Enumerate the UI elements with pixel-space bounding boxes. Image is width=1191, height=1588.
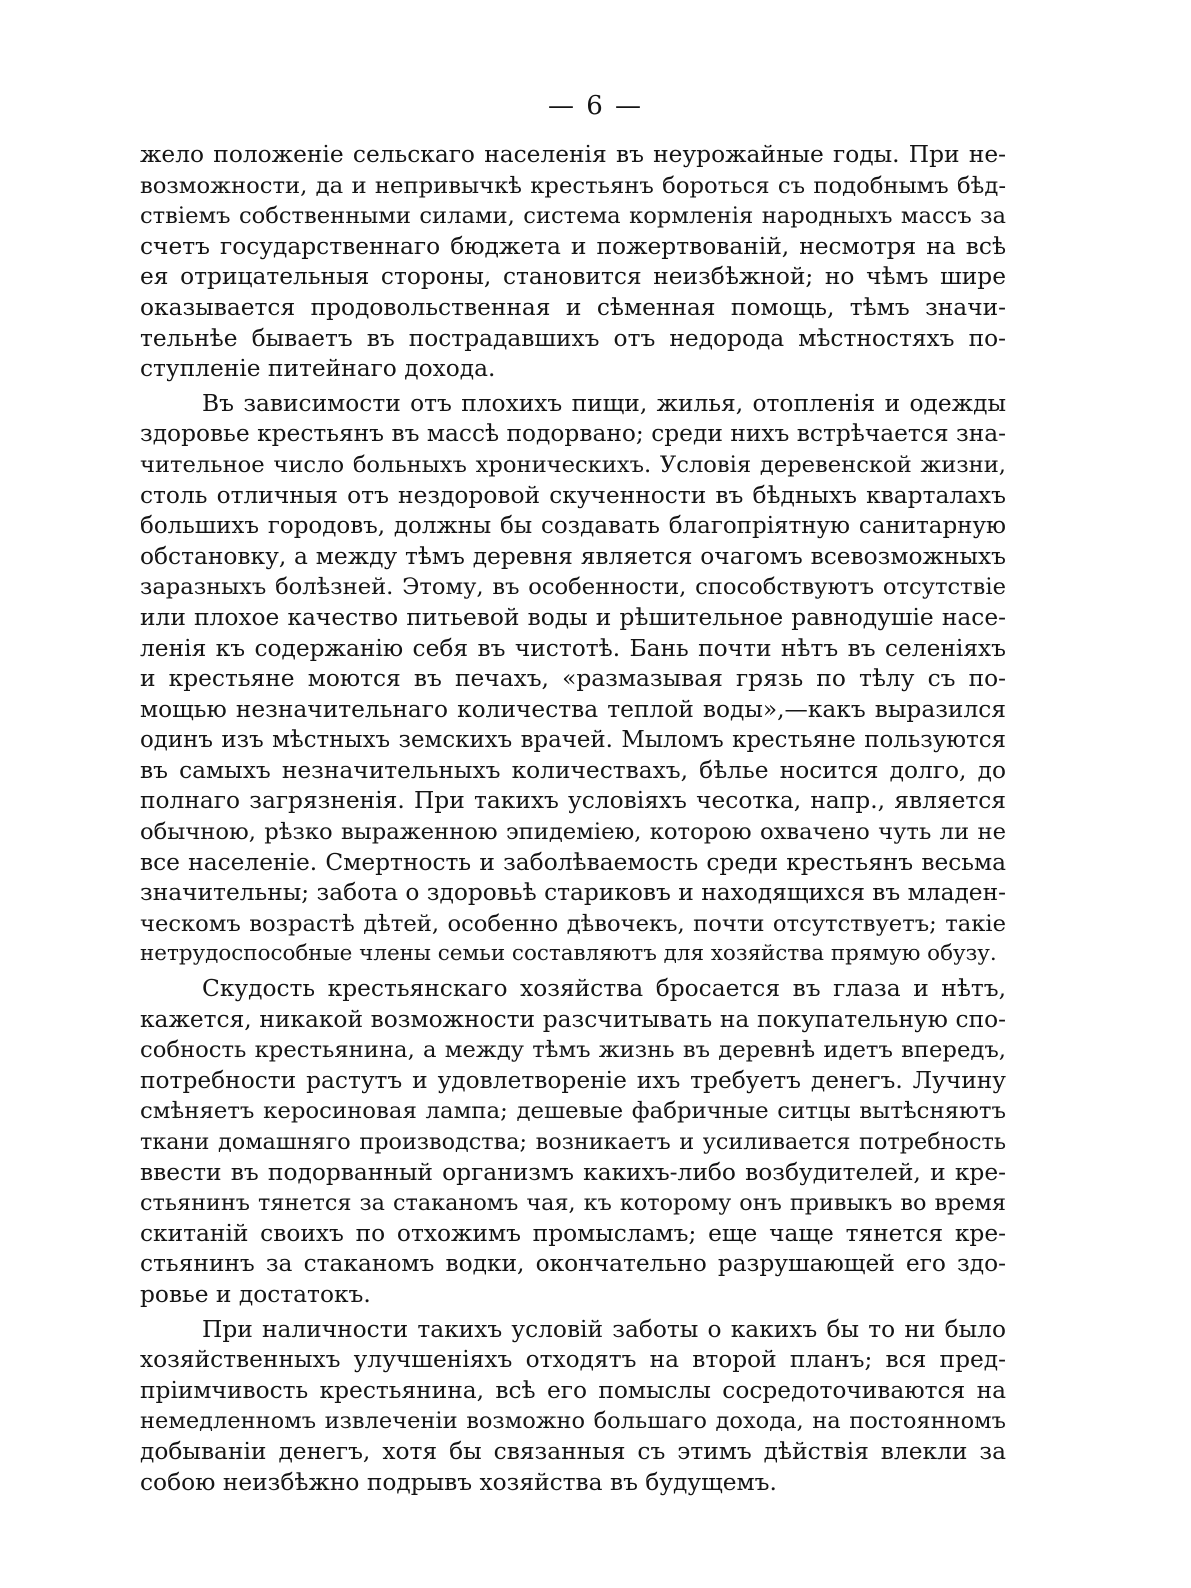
text-line: здоровье крестьянъ въ массѣ подорвано; среди нихъ встрѣчается зна- xyxy=(140,420,1006,448)
text-line: ступленіе питейнаго дохода. xyxy=(140,355,496,383)
text-line: все населеніе. Смертность и заболѣваемость среди крестьянъ весьма xyxy=(140,848,1006,876)
text-line: заразныхъ болѣзней. Этому, въ особенности, способствуютъ отсутствіе xyxy=(140,574,1006,601)
text-line: ткани домашняго производства; возникаетъ и усиливается потребность xyxy=(140,1129,1006,1155)
text-line: обычною, рѣзко выраженною эпидеміею, которою охвачено чуть ли не xyxy=(140,819,1006,846)
text-line: или плохое качество питьевой воды и рѣшительное равнодушіе насе- xyxy=(140,603,1006,631)
text-line: ствіемъ собственными силами, система кормленія народныхъ массъ за xyxy=(140,203,1006,230)
text-body xyxy=(140,140,1006,1498)
text-line: собность крестьянина, а между тѣмъ жизнь въ деревнѣ идетъ впередъ, xyxy=(140,1037,1006,1064)
text-line: немедленномъ извлеченіи возможно большаго дохода, на постоянномъ xyxy=(140,1408,1006,1435)
text-line: и крестьяне моются въ печахъ, «размазывая грязь по тѣлу съ по- xyxy=(140,665,1006,693)
text-line: собою неизбѣжно подрывъ хозяйства въ будущемъ. xyxy=(140,1468,777,1496)
text-line: счетъ государственнаго бюджета и пожертвованій, несмотря на всѣ xyxy=(140,232,1006,260)
text-line: кажется, никакой возможности разсчитывать на покупательную спо- xyxy=(140,1005,1006,1033)
text-line: хозяйственныхъ улучшеніяхъ отходятъ на второй планъ; вся пред- xyxy=(140,1346,1006,1374)
text-line: добываніи денегъ, хотя бы связанныя съ этимъ дѣйствія влекли за xyxy=(140,1437,1006,1465)
text-line: одинъ изъ мѣстныхъ земскихъ врачей. Мыломъ крестьяне пользуются xyxy=(140,727,1006,754)
text-line: скитаній своихъ по отхожимъ промысламъ; еще чаще тянется кре- xyxy=(140,1219,1006,1247)
text-line: Въ зависимости отъ плохихъ пищи, жилья, отопленія и одежды xyxy=(202,389,1006,417)
text-line: смѣняетъ керосиновая лампа; дешевые фабричные ситцы вытѣсняютъ xyxy=(140,1098,1006,1125)
text-line: ленія къ содержанію себя въ чистотѣ. Бань почти нѣтъ въ селеніяхъ xyxy=(140,634,1006,662)
text-line: въ самыхъ незначительныхъ количествахъ, бѣлье носится долго, до xyxy=(140,756,1006,784)
text-line: ея отрицательныя стороны, становится неизбѣжной; но чѣмъ шире xyxy=(140,263,1006,291)
text-line: Скудость крестьянскаго хозяйства бросается въ глаза и нѣтъ, xyxy=(202,975,1006,1003)
text-line: чительное число больныхъ хроническихъ. Условія деревенской жизни, xyxy=(140,451,1006,478)
text-line: ческомъ возрастѣ дѣтей, особенно дѣвочекъ, почти отсутствуетъ; такіе xyxy=(140,910,1006,937)
text-line: мощью незначительнаго количества теплой воды»,—какъ выразился xyxy=(140,695,1006,723)
text-line: жело положеніе сельскаго населенія въ неурожайные годы. При не- xyxy=(140,141,1006,168)
text-line: При наличности такихъ условій заботы о какихъ бы то ни было xyxy=(202,1315,1006,1343)
text-line: стьянинъ за стаканомъ водки, окончательно разрушающей его здо- xyxy=(140,1250,1006,1278)
text-line: обстановку, а между тѣмъ деревня является очагомъ всевозможныхъ xyxy=(140,542,1006,570)
text-line: пріимчивость крестьянина, всѣ его помыслы сосредоточиваются на xyxy=(140,1376,1006,1404)
paragraph-2 xyxy=(140,389,1006,970)
paragraph-1 xyxy=(140,140,1006,385)
paragraph-3 xyxy=(140,974,1006,1311)
text-line: стьянинъ тянется за стаканомъ чая, къ которому онъ привыкъ во время xyxy=(140,1190,1006,1217)
text-line: потребности растутъ и удовлетвореніе ихъ требуетъ денегъ. Лучину xyxy=(140,1066,1006,1094)
text-line: большихъ городовъ, должны бы создавать благопріятную санитарную xyxy=(140,513,1006,540)
text-line: значительны; забота о здоровьѣ стариковъ и находящихся въ младен- xyxy=(140,879,1006,907)
text-line: тельнѣе бываетъ въ пострадавшихъ отъ недорода мѣстностяхъ по- xyxy=(140,324,1006,352)
text-line: оказывается продовольственная и сѣменная помощь, тѣмъ значи- xyxy=(140,293,1006,321)
text-line: ввести въ подорванный организмъ какихъ-либо возбудителей, и кре- xyxy=(140,1158,1006,1186)
paragraph-4 xyxy=(140,1315,1006,1499)
text-line: возможности, да и непривычкѣ крестьянъ бороться съ подобнымъ бѣд- xyxy=(140,172,1006,199)
text-line: столь отличныя отъ нездоровой скученности въ бѣдныхъ кварталахъ xyxy=(140,481,1006,509)
page-number: — 6 — xyxy=(547,91,644,121)
text-line: ровье и достатокъ. xyxy=(140,1280,371,1308)
text-line: полнаго загрязненія. При такихъ условіяхъ чесотка, напр., является xyxy=(140,787,1006,815)
text-line: нетрудоспособные члены семьи составляютъ для хозяйства прямую обузу. xyxy=(140,941,997,967)
